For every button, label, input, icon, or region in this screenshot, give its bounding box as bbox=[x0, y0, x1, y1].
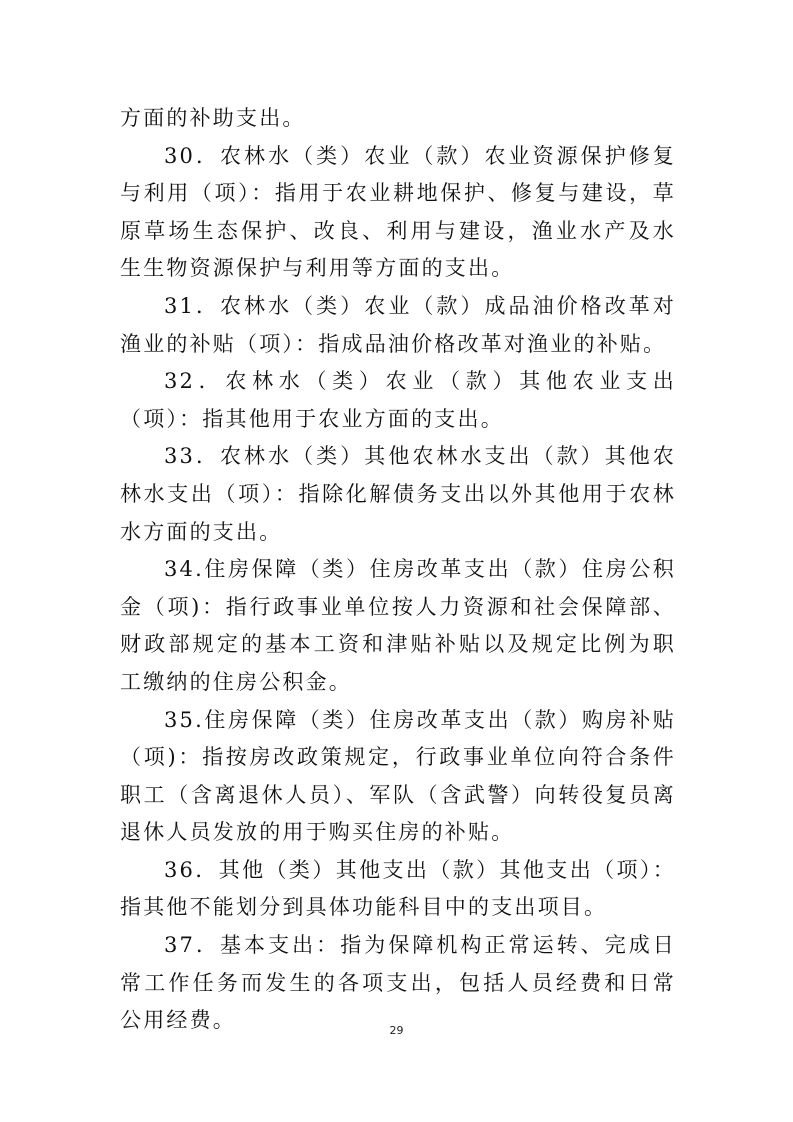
document-body bbox=[120, 100, 676, 1040]
paragraph-item-31: 31．农林水（类）农业（款）成品油价格改革对渔业的补贴（项）：指成品油价格改革对渔业的补贴。 bbox=[120, 293, 676, 356]
paragraph-item-37: 37．基本支出：指为保障机构正常运转、完成日常工作任务而发生的各项支出，包括人员经费和日常公用经费。 bbox=[120, 933, 676, 1033]
paragraph-item-35: 35.住房保障（类）住房改革支出（款）购房补贴（项)：指按房改政策规定，行政事业单位向符合条件职工（含离退休人员）、军队（含武警）向转役复员离退休人员发放的用于购买住房的补贴。 bbox=[120, 707, 676, 845]
paragraph-item-33: 33．农林水（类）其他农林水支出（款）其他农林水支出（项）：指除化解债务支出以外其他用于农林水方面的支出。 bbox=[120, 444, 676, 544]
page-number: 29 bbox=[389, 1024, 404, 1037]
paragraph-item-36: 36．其他（类）其他支出（款）其他支出（项）：指其他不能划分到具体功能科目中的支出项目。 bbox=[120, 857, 676, 920]
paragraph-item-30: 30．农林水（类）农业（款）农业资源保护修复与利用（项）：指用于农业耕地保护、修复与建设，草原草场生态保护、改良、利用与建设，渔业水产及水生生物资源保护与利用等方面的支出。 bbox=[120, 143, 676, 281]
paragraph-item-34: 34.住房保障（类）住房改革支出（款）住房公积金（项)：指行政事业单位按人力资源和社会保障部、财政部规定的基本工资和津贴补贴以及规定比例为职工缴纳的住房公积金。 bbox=[120, 557, 676, 694]
paragraph-item-32: 32．农林水（类）农业（款）其他农业支出（项）：指其他用于农业方面的支出。 bbox=[120, 369, 676, 431]
paragraph-continued: 方面的补助支出。 bbox=[120, 106, 306, 130]
